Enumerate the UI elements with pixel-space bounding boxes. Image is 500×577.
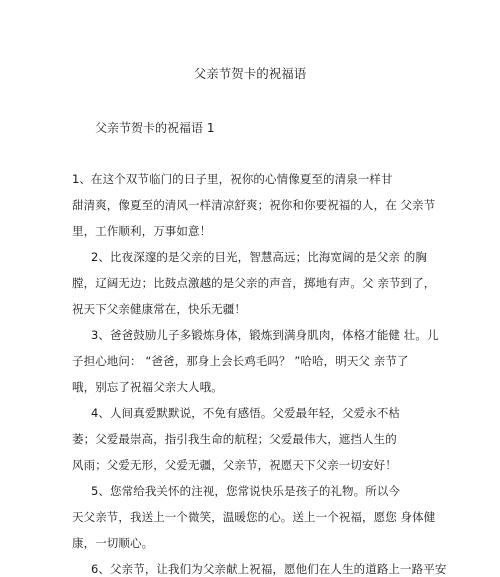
paragraph-2-line-2: 膛，辽阔无边；比鼓点激越的是父亲的声音，掷地有声。父 亲节到了， xyxy=(72,276,436,290)
paragraph-4-line-1: 4、人间真爱默默说，不免有感悟。父爱最年轻，父爱永不枯 xyxy=(91,406,401,420)
paragraph-5-line-1: 5、您常给我关怀的注视，您常说快乐是孩子的礼物。所以今 xyxy=(91,484,401,498)
paragraph-4-line-3: 风雨；父爱无形，父爱无疆，父亲节，祝愿天下父亲一切安好！ xyxy=(72,458,397,472)
paragraph-4-line-2: 萎；父爱最崇高，指引我生命的航程；父爱最伟大，遮挡人生的 xyxy=(72,432,397,446)
paragraph-5-line-2: 天父亲节，我送上一个微笑，温暖您的心。送上一个祝福，愿您 身体健 xyxy=(72,510,436,524)
paragraph-3-line-1: 3、爸爸鼓励儿子多锻炼身体，锻炼到满身肌肉，体格才能健 壮。儿 xyxy=(91,328,439,342)
paragraph-1-line-3: 里，工作顺利，万事如意！ xyxy=(72,224,212,238)
section-heading: 父亲节贺卡的祝福语 1 xyxy=(95,121,215,135)
paragraph-3-line-2: 子担心地问： “爸爸，那身上会长鸡毛吗？ ”哈哈，明天父 亲节了 xyxy=(72,354,409,368)
paragraph-5-line-3: 康，一切顺心。 xyxy=(72,536,154,550)
paragraph-3-line-3: 哦，别忘了祝福父亲大人哦。 xyxy=(72,380,223,394)
paragraph-1-line-2: 甜清爽，像夏至的清风一样清凉舒爽；祝你和你要祝福的人，在 父亲节 xyxy=(72,198,436,212)
paragraph-1-line-1: 1、在这个双节临门的日子里，祝你的心情像夏至的清泉一样甘 xyxy=(72,172,393,186)
paragraph-6-line-1: 6、父亲节，让我们为父亲献上祝福，愿他们在人生的道路上一路平安 xyxy=(91,562,447,576)
paragraph-2-line-3: 祝天下父亲健康常在，快乐无疆！ xyxy=(72,302,246,316)
document-title: 父亲节贺卡的祝福语 xyxy=(193,66,307,81)
paragraph-2-line-1: 2、比夜深邃的是父亲的目光，智慧高远；比海宽阔的是父亲 的胸 xyxy=(91,250,427,264)
